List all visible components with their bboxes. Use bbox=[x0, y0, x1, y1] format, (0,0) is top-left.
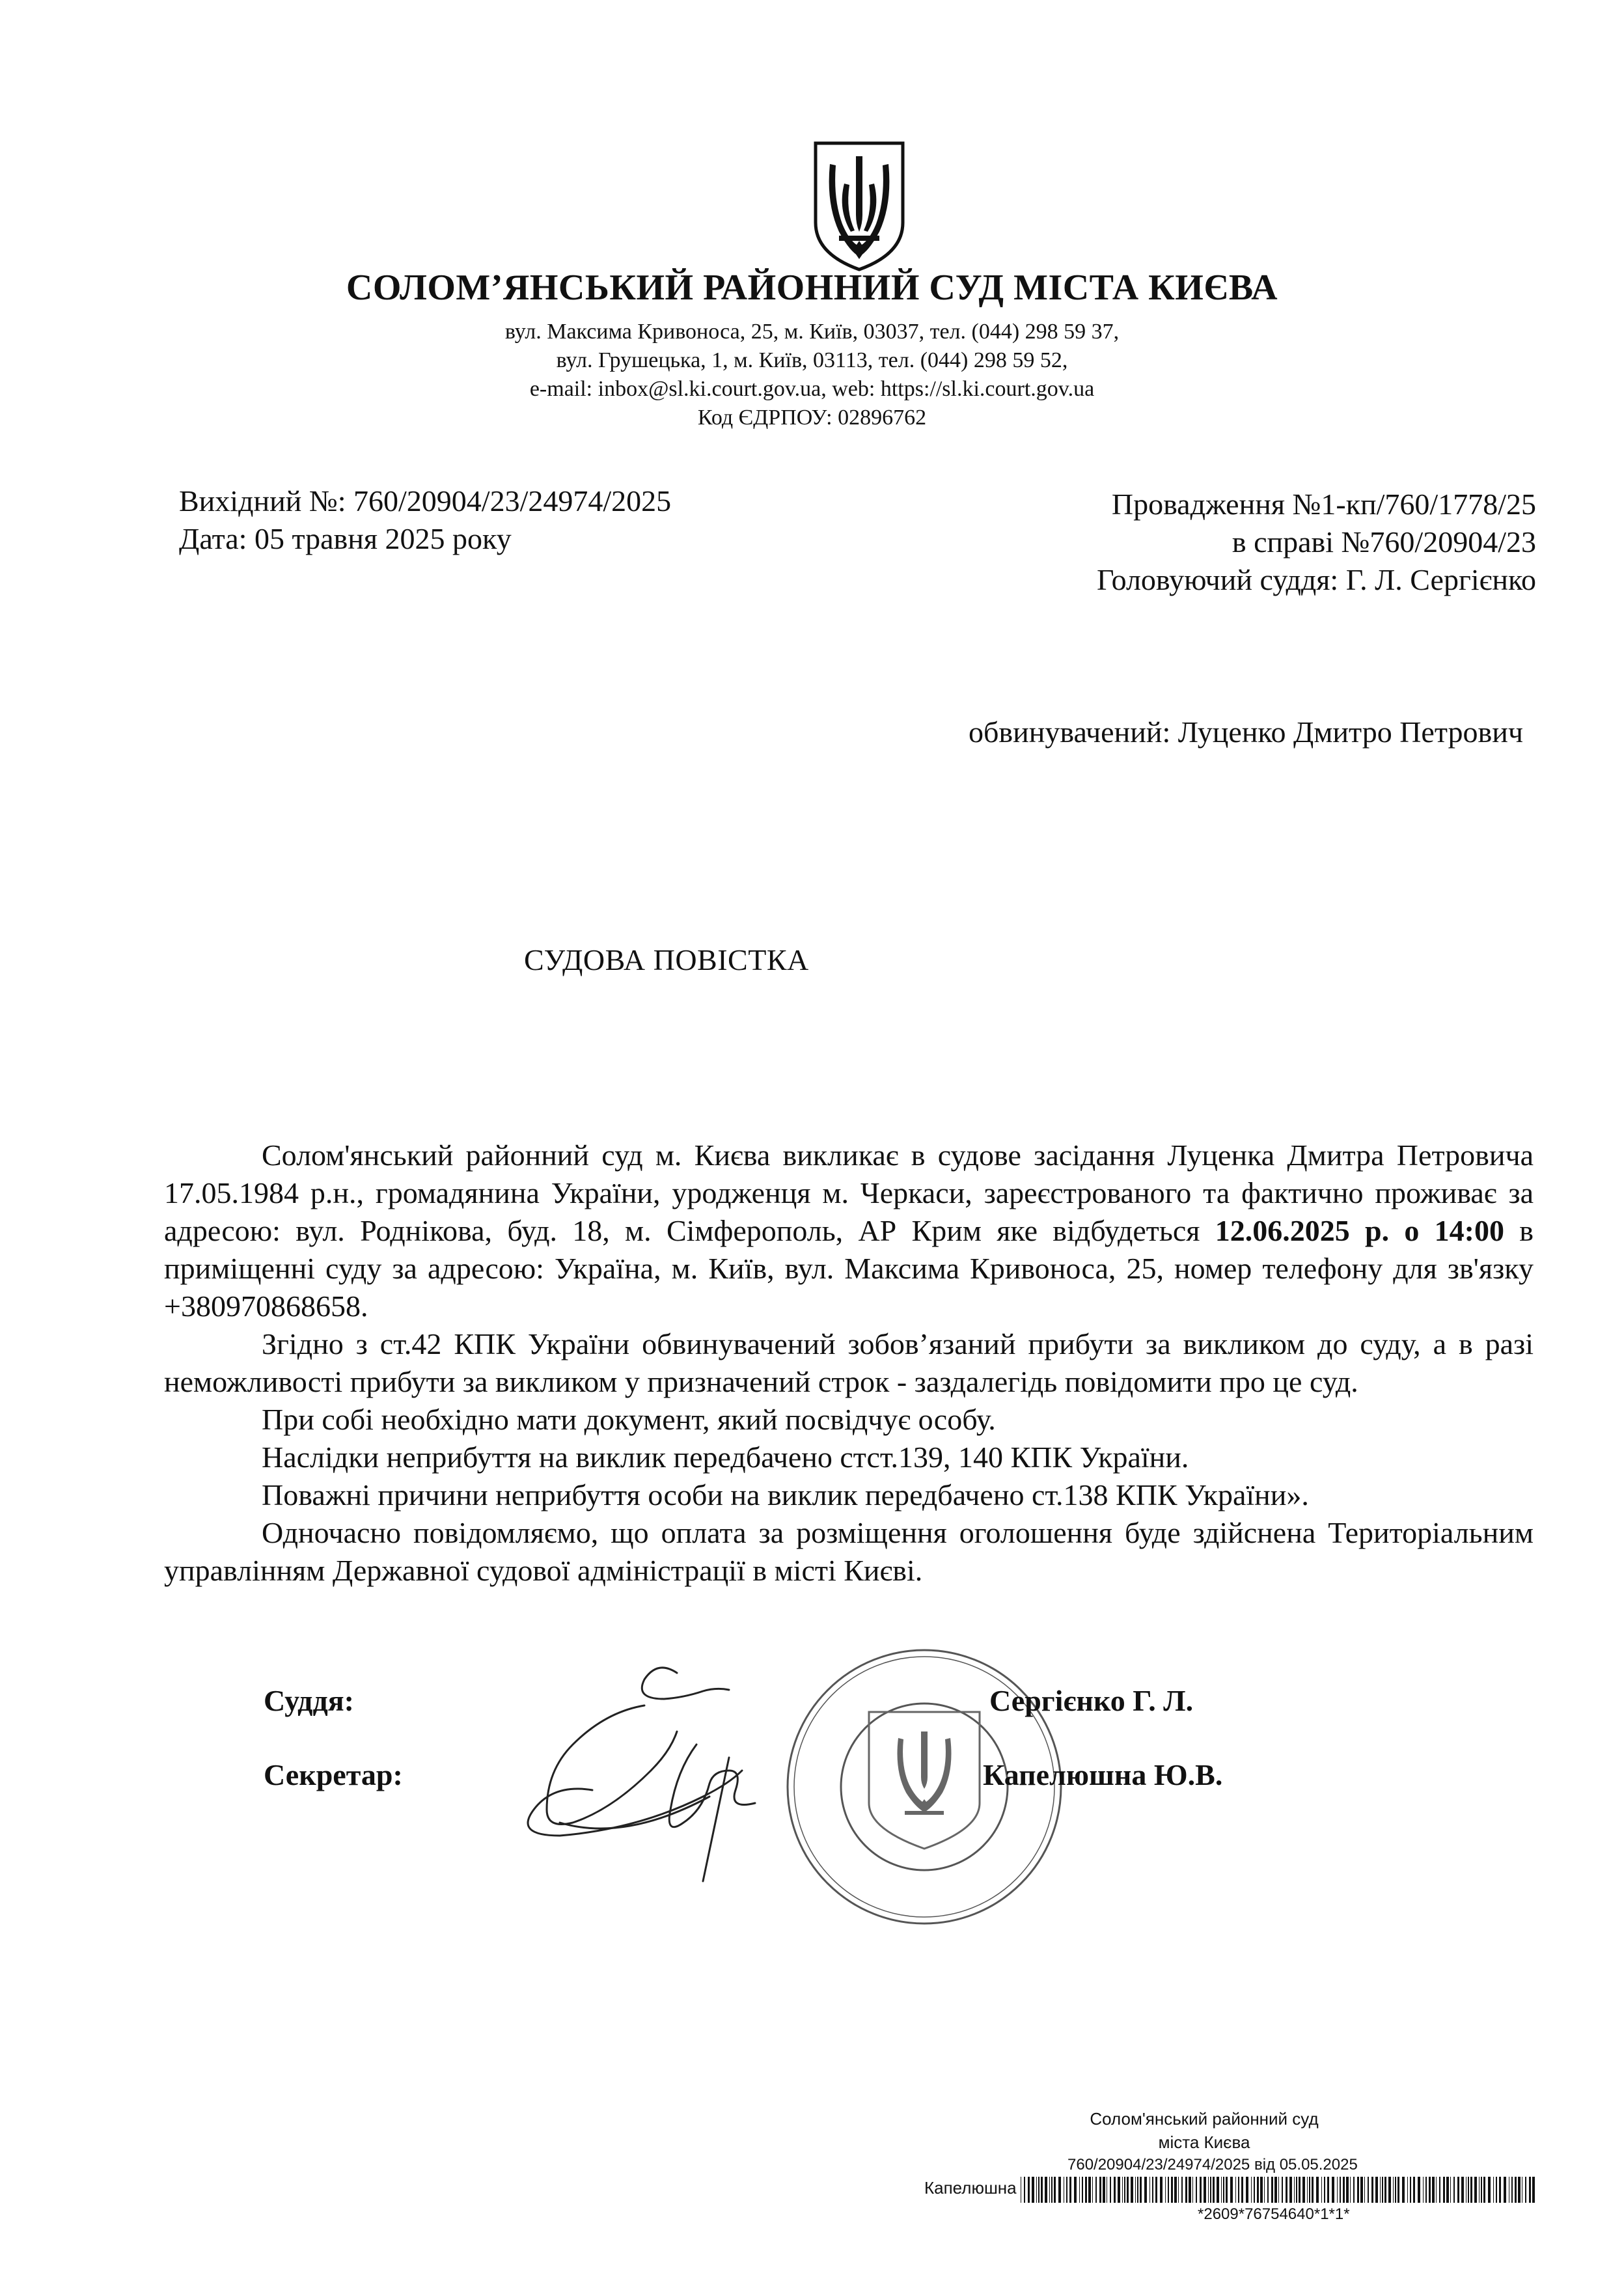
stamp-court-line-2: міста Києва bbox=[1158, 2132, 1250, 2152]
addressee: обвинувачений: Луценко Дмитро Петрович bbox=[969, 715, 1523, 749]
paragraph-id-document: При собі необхідно мати документ, який посвідчує особу. bbox=[262, 1403, 996, 1436]
document-date: Дата: 05 травня 2025 року bbox=[179, 522, 512, 555]
stamp-registration-number: 760/20904/23/24974/2025 від 05.05.2025 bbox=[1067, 2156, 1358, 2173]
hearing-datetime: 12.06.2025 р. о 14:00 bbox=[1215, 1214, 1504, 1247]
case-number: в справі №760/20904/23 bbox=[1232, 525, 1536, 559]
presiding-judge: Головуючий суддя: Г. Л. Сергієнко bbox=[1097, 563, 1536, 596]
summons-body bbox=[164, 1137, 1534, 1590]
court-address-1: вул. Максима Кривоноса, 25, м. Київ, 03037, тел. (044) 298 59 37, bbox=[504, 320, 1120, 344]
paragraph-consequences: Наслідки неприбуття на виклик передбачено стст.139, 140 КПК України. bbox=[262, 1441, 1189, 1474]
court-edrpou: Код ЄДРПОУ: 02896762 bbox=[697, 406, 927, 430]
paragraph-summons bbox=[164, 1137, 1534, 1325]
handwritten-signature bbox=[482, 1627, 820, 1907]
secretary-label: Секретар: bbox=[264, 1758, 403, 1791]
paragraph-obligation: Згідно з ст.42 КПК України обвинувачений зобов’язаний прибути за викликом до суду, а в разі неможливості прибути за викликом у призначений строк - заздалегідь повідомити про це суд. bbox=[164, 1327, 1534, 1398]
stamp-registrar: Капелюшна bbox=[924, 2178, 1017, 2198]
summons-text-1: Солом'янський районний суд м. Києва викликає в судове засідання Луценка Дмитра Петровича 17.05.1984 р.н., громадянина України, уродженця м. Черкаси, зареєстрованого та фактично проживає за адресою: вул. Роднікова, буд. 18, м. Сімферополь, АР Крим яке відбудеться bbox=[164, 1138, 1534, 1247]
coat-of-arms-icon bbox=[810, 138, 908, 275]
outgoing-number: Вихідний №: 760/20904/23/24974/2025 bbox=[179, 484, 672, 517]
judge-name: Сергієнко Г. Л. bbox=[989, 1684, 1194, 1717]
paragraph-payment: Одночасно повідомляємо, що оплата за розміщення оголошення буде здійснена Територіальним управлінням Державної судової адміністрації в місті Києві. bbox=[164, 1516, 1534, 1587]
barcode-icon bbox=[1021, 2177, 1535, 2203]
paragraph-valid-reasons: Поважні причини неприбуття особи на виклик передбачено ст.138 КПК України». bbox=[262, 1478, 1309, 1511]
court-address-2: вул. Грушецька, 1, м. Київ, 03113, тел. (044) 298 59 52, bbox=[556, 348, 1068, 372]
stamp-code: *2609*76754640*1*1* bbox=[1198, 2205, 1350, 2223]
document-title: СУДОВА ПОВІСТКА bbox=[524, 943, 809, 976]
proceeding-number: Провадження №1-кп/760/1778/25 bbox=[1111, 488, 1536, 521]
summons-text-2: в приміщенні суду за адресою: Україна, м. Київ, вул. Максима Кривоноса, 25, номер телефону для зв'язку +380970868658. bbox=[164, 1214, 1534, 1323]
secretary-name: Капелюшна Ю.В. bbox=[983, 1758, 1223, 1791]
judge-label: Суддя: bbox=[264, 1684, 354, 1717]
stamp-court-line-1: Солом'янський районний суд bbox=[1090, 2109, 1319, 2129]
registration-stamp bbox=[924, 2109, 1549, 2285]
court-name: СОЛОМ’ЯНСЬКИЙ РАЙОННИЙ СУД МІСТА КИЄВА bbox=[346, 268, 1278, 308]
court-contacts: e-mail: inbox@sl.ki.court.gov.ua, web: https://sl.ki.court.gov.ua bbox=[529, 377, 1095, 401]
